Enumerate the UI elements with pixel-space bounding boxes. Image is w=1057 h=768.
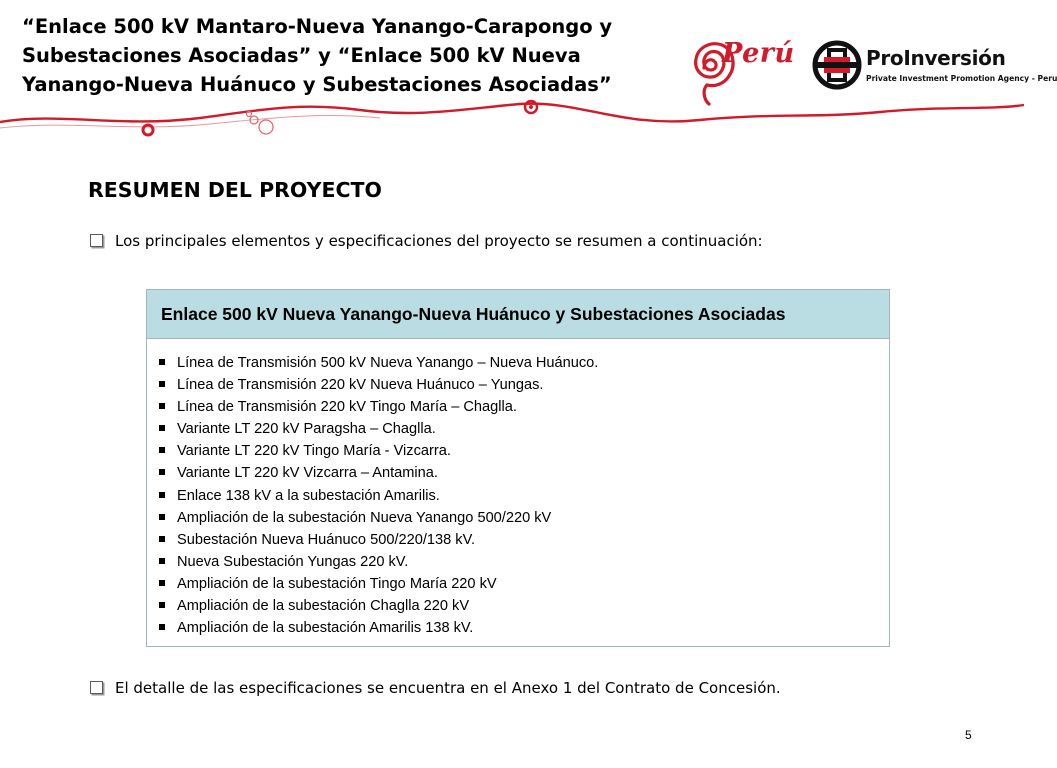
proinversion-logo-icon bbox=[812, 40, 862, 90]
spec-item: Línea de Transmisión 500 kV Nueva Yanango – Nueva Huánuco. bbox=[159, 352, 889, 374]
spec-item: Ampliación de la subestación Nueva Yanango 500/220 kV bbox=[159, 507, 889, 529]
spec-item: Ampliación de la subestación Amarilis 138 kV. bbox=[159, 617, 889, 639]
detail-text: El detalle de las especificaciones se encuentra en el Anexo 1 del Contrato de Concesión. bbox=[115, 679, 781, 697]
spec-table-header: Enlace 500 kV Nueva Yanango-Nueva Huánuco y Subestaciones Asociadas bbox=[147, 290, 889, 339]
spec-list bbox=[147, 339, 889, 639]
square-bullet-icon bbox=[159, 514, 165, 520]
square-bullet-icon bbox=[159, 492, 165, 498]
slide-title-line: Yanango-Nueva Huánuco y Subestaciones Asociadas” bbox=[22, 73, 612, 96]
spec-item: Línea de Transmisión 220 kV Nueva Huánuco – Yungas. bbox=[159, 374, 889, 396]
square-bullet-icon bbox=[159, 381, 165, 387]
slide-title bbox=[22, 12, 642, 99]
square-bullet-icon bbox=[159, 558, 165, 564]
proinversion-tagline: Private Investment Promotion Agency - Peru bbox=[866, 74, 1057, 83]
peru-logo-text: Perú bbox=[722, 38, 795, 69]
spec-item: Variante LT 220 kV Tingo María - Vizcarra. bbox=[159, 440, 889, 462]
square-bullet-icon bbox=[159, 580, 165, 586]
slide-title-line: Subestaciones Asociadas” y “Enlace 500 kV Nueva bbox=[22, 44, 581, 67]
intro-bullet bbox=[90, 232, 763, 250]
square-bullet-icon bbox=[159, 536, 165, 542]
spec-item: Variante LT 220 kV Paragsha – Chaglla. bbox=[159, 418, 889, 440]
page-number: 5 bbox=[965, 728, 972, 742]
square-bullet-icon bbox=[159, 602, 165, 608]
square-bullet-icon bbox=[159, 403, 165, 409]
spec-item: Subestación Nueva Huánuco 500/220/138 kV. bbox=[159, 529, 889, 551]
checkbox-bullet-icon bbox=[90, 234, 103, 247]
intro-text: Los principales elementos y especificaciones del proyecto se resumen a continuación: bbox=[115, 232, 763, 250]
square-bullet-icon bbox=[159, 624, 165, 630]
spec-table bbox=[146, 289, 890, 647]
section-heading: RESUMEN DEL PROYECTO bbox=[88, 178, 382, 202]
slide-title-line: “Enlace 500 kV Mantaro-Nueva Yanango-Carapongo y bbox=[22, 15, 613, 38]
square-bullet-icon bbox=[159, 469, 165, 475]
spec-item: Línea de Transmisión 220 kV Tingo María – Chaglla. bbox=[159, 396, 889, 418]
proinversion-name: ProInversión bbox=[866, 46, 1006, 70]
square-bullet-icon bbox=[159, 447, 165, 453]
square-bullet-icon bbox=[159, 425, 165, 431]
spec-item: Ampliación de la subestación Tingo María 220 kV bbox=[159, 573, 889, 595]
spec-item: Variante LT 220 kV Vizcarra – Antamina. bbox=[159, 462, 889, 484]
detail-bullet bbox=[90, 679, 781, 697]
spec-item: Enlace 138 kV a la subestación Amarilis. bbox=[159, 485, 889, 507]
spec-item: Ampliación de la subestación Chaglla 220 kV bbox=[159, 595, 889, 617]
spec-item: Nueva Subestación Yungas 220 kV. bbox=[159, 551, 889, 573]
checkbox-bullet-icon bbox=[90, 681, 103, 694]
square-bullet-icon bbox=[159, 359, 165, 365]
